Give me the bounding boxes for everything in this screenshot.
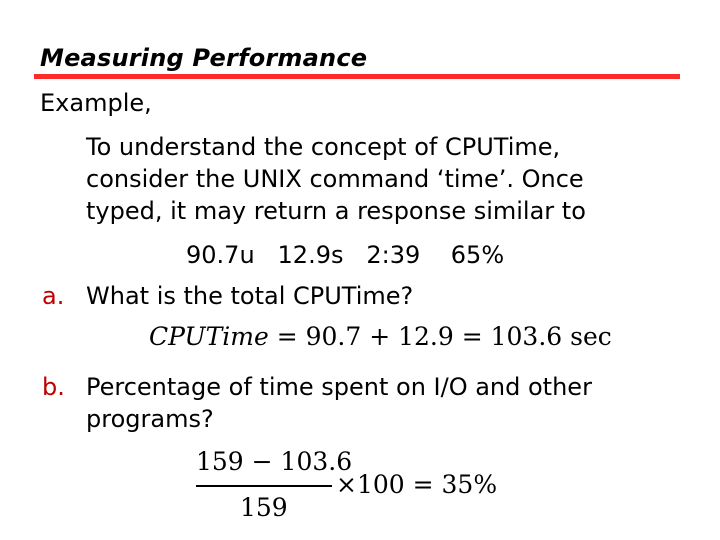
sample-time-output: 90.7u 12.9s 2:39 65%: [186, 241, 505, 269]
paragraph-line-1: To understand the concept of CPUTime,: [86, 133, 561, 161]
formula-rhs: = 90.7 + 12.9 = 103.6 sec: [276, 322, 612, 351]
paragraph-line-3: typed, it may return a response similar to: [86, 197, 586, 225]
cputime-formula: [149, 322, 612, 352]
paragraph-line-2: consider the UNIX command ‘time’. Once: [86, 165, 584, 193]
title-underline: [34, 74, 680, 79]
fraction-result: ×100 = 35%: [336, 470, 498, 499]
question-a-marker: a.: [42, 282, 65, 310]
example-label: Example,: [40, 89, 152, 117]
formula-lhs: CPUTime: [149, 322, 269, 351]
slide-title: Measuring Performance: [40, 44, 368, 72]
question-a-text: What is the total CPUTime?: [86, 282, 414, 310]
fraction-bar: [196, 485, 332, 487]
fraction-numerator: 159 − 103.6: [196, 447, 353, 476]
question-b-marker: b.: [42, 373, 65, 401]
fraction-denominator: 159: [240, 493, 288, 522]
question-b-line-1: Percentage of time spent on I/O and other: [86, 373, 592, 401]
question-b-line-2: programs?: [86, 405, 214, 433]
